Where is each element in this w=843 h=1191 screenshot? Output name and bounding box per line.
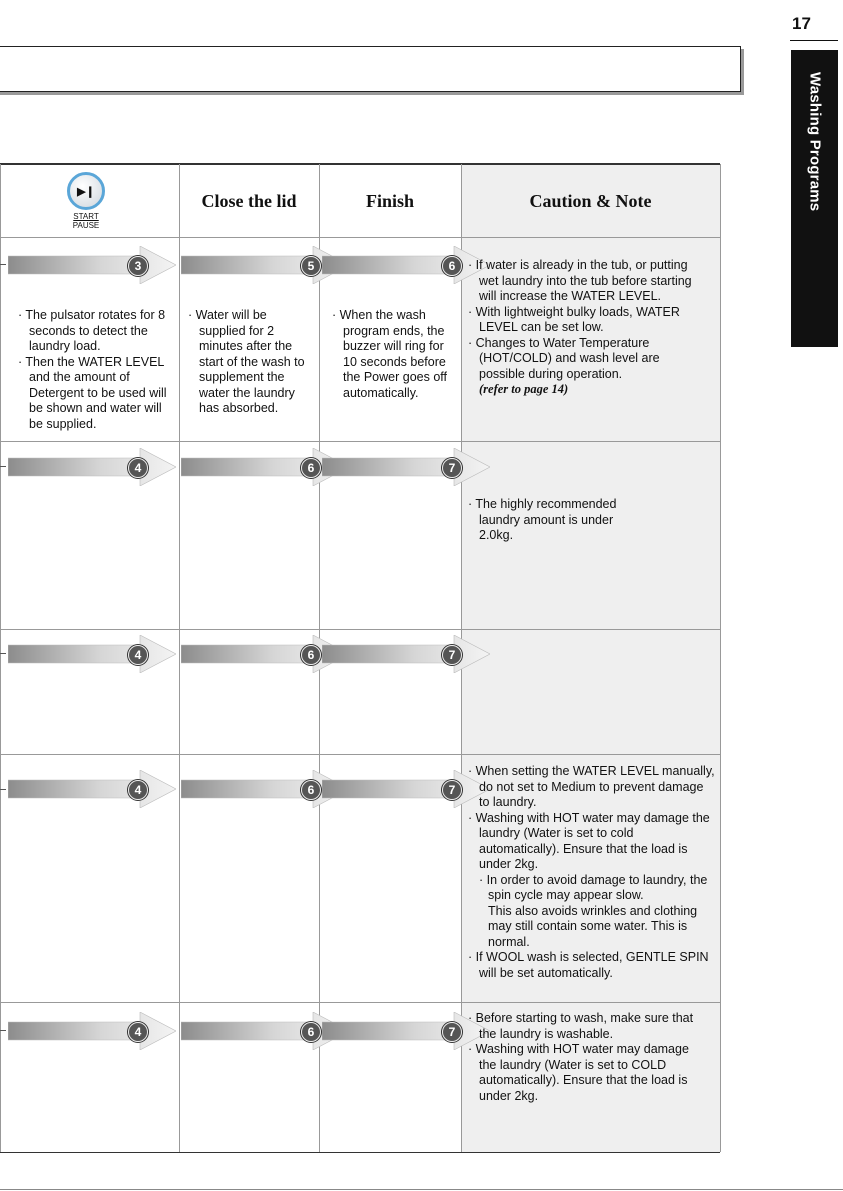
text-line: · When the wash program ends, the buzzer will ring for 10 seconds before the Power goes off automatically. xyxy=(332,308,448,400)
note-line: · The highly recommended laundry amount is under 2.0kg. xyxy=(468,497,617,542)
footer-rule xyxy=(0,1189,843,1190)
header-close-lid: Close the lid xyxy=(201,190,297,211)
column-divider xyxy=(0,164,1,1152)
column-divider xyxy=(720,164,721,1152)
step-number-badge: 6 xyxy=(301,780,321,800)
step-number-badge: 7 xyxy=(442,458,462,478)
column-divider xyxy=(179,164,180,1152)
table-bottom-rule xyxy=(0,1152,720,1153)
section-title-box xyxy=(0,46,741,92)
note-sub-continuation: This also avoids wrinkles and clothing may still contain some water. This is normal. xyxy=(488,903,698,949)
step-number-badge: 6 xyxy=(442,256,462,276)
row-divider xyxy=(0,1002,720,1003)
note-line: · If WOOL wash is selected, GENTLE SPIN will be set automatically. xyxy=(468,950,709,980)
pause-label: PAUSE xyxy=(72,221,100,230)
row-tick xyxy=(0,466,6,467)
header-finish: Finish xyxy=(365,190,415,211)
row-divider xyxy=(0,441,720,442)
step-arrow xyxy=(8,635,176,673)
step-arrow xyxy=(8,246,176,284)
step-number-badge: 7 xyxy=(442,1022,462,1042)
note-reference: (refer to page 14) xyxy=(479,382,569,396)
row-divider xyxy=(0,629,720,630)
row2-note xyxy=(468,497,638,544)
note-line: · When setting the WATER LEVEL manually, do not set to Medium to prevent damage to laundry. xyxy=(468,764,715,809)
step-number-badge: 7 xyxy=(442,780,462,800)
start-pause-header xyxy=(66,172,106,230)
row1-finish-text xyxy=(332,308,454,401)
row-tick xyxy=(0,653,6,654)
page-number-rule xyxy=(790,40,838,41)
step-arrow xyxy=(322,1012,490,1050)
side-tab-label: Washing Programs xyxy=(806,72,823,212)
note-line: · Washing with HOT water may damage the laundry (Water is set to COLD automatically). Ensure that the load is under 2kg. xyxy=(468,1042,689,1103)
header-caution-note: Caution & Note xyxy=(529,190,652,211)
row-tick xyxy=(0,264,6,265)
row1-lid-text xyxy=(188,308,312,417)
step-arrow xyxy=(8,1012,176,1050)
step-arrow xyxy=(322,770,490,808)
step-number-badge: 6 xyxy=(301,645,321,665)
note-line: · Changes to Water Temperature (HOT/COLD) and wash level are possible during operation. xyxy=(468,335,660,381)
row-tick xyxy=(0,1030,6,1031)
step-number-badge: 4 xyxy=(128,780,148,800)
step-number-badge: 7 xyxy=(442,645,462,665)
step-number-badge: 6 xyxy=(301,458,321,478)
text-line: · Then the WATER LEVEL and the amount of Detergent to be used will be shown and water will be supplied. xyxy=(18,354,167,431)
row-tick xyxy=(0,789,6,790)
play-pause-icon: ▶❙ xyxy=(67,172,105,210)
note-sub-line: · In order to avoid damage to laundry, the spin cycle may appear slow. xyxy=(479,872,708,902)
text-line: · The pulsator rotates for 8 seconds to detect the laundry load. xyxy=(18,308,166,353)
step-number-badge: 4 xyxy=(128,1022,148,1042)
row-divider xyxy=(0,237,720,238)
side-tab xyxy=(791,50,838,347)
note-line: · Washing with HOT water may damage the laundry (Water is set to cold automatically). Ensure that the load is under 2kg. xyxy=(468,810,710,871)
step-number-badge: 6 xyxy=(301,1022,321,1042)
note-line: · If water is already in the tub, or putting wet laundry into the tub before starting will increase the WATER LEVEL. xyxy=(468,258,692,303)
row-divider xyxy=(0,754,720,755)
step-arrow xyxy=(8,770,176,808)
step-arrow xyxy=(8,448,176,486)
step-number-badge: 4 xyxy=(128,458,148,478)
row1-note xyxy=(468,258,708,398)
row4-note xyxy=(468,764,716,981)
start-label: START xyxy=(73,212,99,221)
row5-note xyxy=(468,1011,708,1104)
step-number-badge: 5 xyxy=(301,256,321,276)
step-arrow xyxy=(322,246,490,284)
note-line: · With lightweight bulky loads, WATER LEVEL can be set low. xyxy=(468,304,680,334)
row1-start-text xyxy=(18,308,168,432)
step-number-badge: 3 xyxy=(128,256,148,276)
step-number-badge: 4 xyxy=(128,645,148,665)
text-line: · Water will be supplied for 2 minutes after the start of the wash to supplement the water the laundry has absorbed. xyxy=(188,308,305,415)
step-arrow xyxy=(322,448,490,486)
step-arrow xyxy=(322,635,490,673)
note-line: · Before starting to wash, make sure that the laundry is washable. xyxy=(468,1011,694,1041)
page-number: 17 xyxy=(792,14,811,33)
